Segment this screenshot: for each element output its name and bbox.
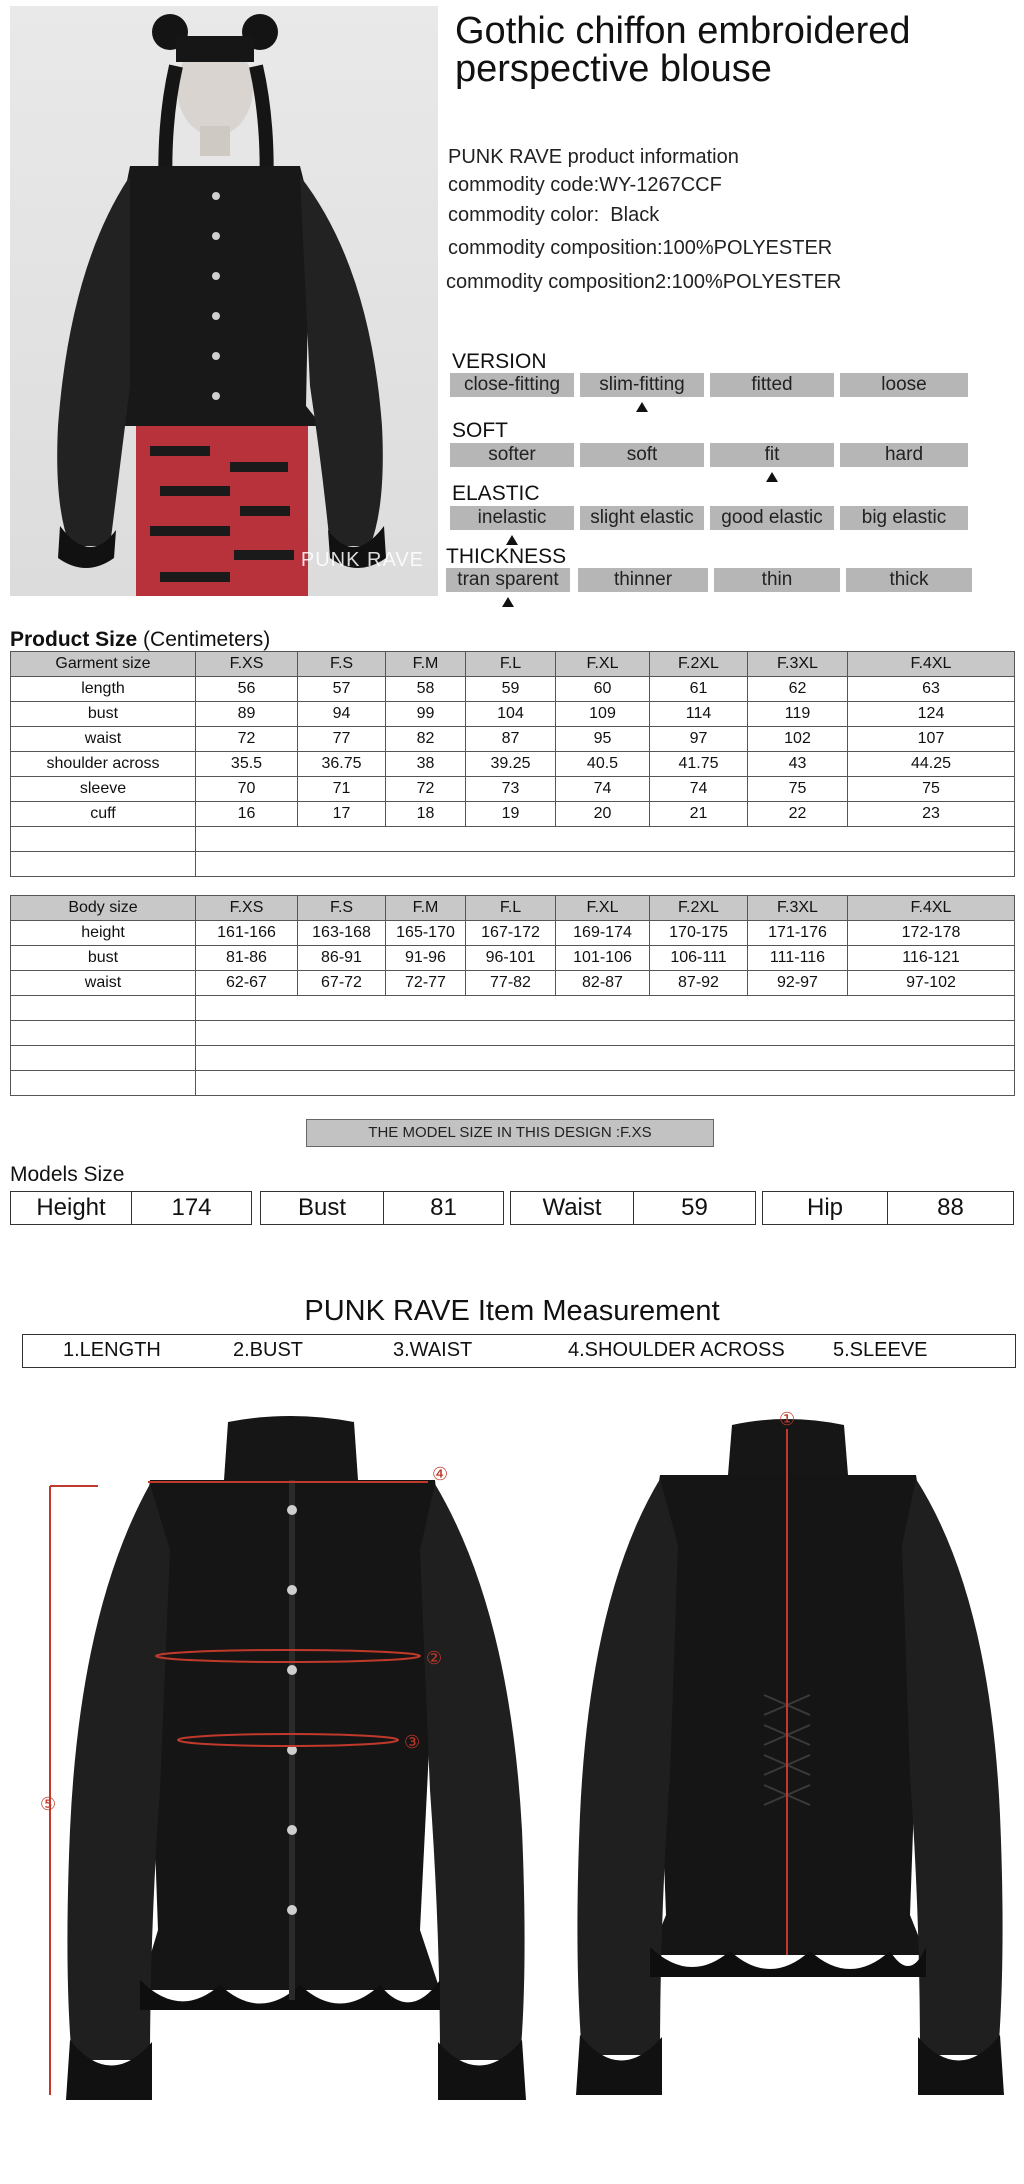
table-row-empty [11, 996, 1015, 1021]
body-size-cell: 86-91 [298, 946, 386, 971]
garment-size-cell: 70 [196, 777, 298, 802]
garment-size-header-cell: F.L [466, 652, 556, 677]
version-selected-marker [636, 402, 648, 412]
garment-front-illustration [40, 1410, 560, 2110]
garment-back-illustration [560, 1395, 1020, 2105]
commodity-composition [448, 237, 832, 260]
table-row-empty [11, 827, 1015, 852]
elastic-option: inelastic [450, 506, 574, 530]
model-bust [260, 1191, 504, 1225]
code-label: commodity code: [448, 174, 600, 196]
garment-size-cell: 44.25 [848, 752, 1015, 777]
garment-size-cell: 75 [848, 777, 1015, 802]
thickness-option: thin [714, 568, 840, 592]
body-size-cell: 161-166 [196, 921, 298, 946]
product-size-title: Product Size [10, 628, 138, 651]
body-size-cell: 169-174 [556, 921, 650, 946]
garment-size-cell: 89 [196, 702, 298, 727]
model-height [10, 1191, 252, 1225]
body-size-header-cell: F.S [298, 896, 386, 921]
model-size-banner: THE MODEL SIZE IN THIS DESIGN :F.XS [306, 1119, 714, 1147]
body-size-header-cell: F.2XL [650, 896, 748, 921]
garment-size-cell: 40.5 [556, 752, 650, 777]
composition-label: commodity composition: [448, 237, 663, 259]
body-size-cell: 87-92 [650, 971, 748, 996]
garment-size-cell: 43 [748, 752, 848, 777]
body-size-header-cell: F.M [386, 896, 466, 921]
garment-size-cell: 63 [848, 677, 1015, 702]
body-size-cell: 116-121 [848, 946, 1015, 971]
models-size-label: Models Size [10, 1163, 125, 1186]
table-row-empty [11, 1071, 1015, 1096]
table-row [11, 702, 1015, 727]
garment-size-cell: 74 [556, 777, 650, 802]
body-size-cell: 72-77 [386, 971, 466, 996]
elastic-option: slight elastic [580, 506, 704, 530]
garment-size-cell: 21 [650, 802, 748, 827]
version-option: slim-fitting [580, 373, 704, 397]
body-size-header-cell: F.4XL [848, 896, 1015, 921]
marker-3: ③ [404, 1732, 421, 1753]
garment-size-cell: 75 [748, 777, 848, 802]
bust-value: 81 [430, 1194, 457, 1221]
table-row [11, 921, 1015, 946]
garment-size-header-cell: F.3XL [748, 652, 848, 677]
soft-option: fit [710, 443, 834, 467]
garment-size-cell: 23 [848, 802, 1015, 827]
garment-size-cell: 71 [298, 777, 386, 802]
body-size-cell: 165-170 [386, 921, 466, 946]
version-label: VERSION [452, 350, 547, 373]
body-size-cell: 101-106 [556, 946, 650, 971]
soft-option: soft [580, 443, 704, 467]
garment-size-row-label: length [11, 677, 196, 702]
body-size-cell: 106-111 [650, 946, 748, 971]
watermark: PUNK RAVE [300, 549, 424, 571]
thickness-option: tran sparent [446, 568, 570, 592]
garment-size-cell: 38 [386, 752, 466, 777]
garment-size-cell: 109 [556, 702, 650, 727]
model-waist [510, 1191, 756, 1225]
body-size-cell: 91-96 [386, 946, 466, 971]
body-size-header-cell: F.L [466, 896, 556, 921]
body-size-cell: 97-102 [848, 971, 1015, 996]
garment-front [40, 1410, 560, 2110]
body-size-cell: 171-176 [748, 921, 848, 946]
garment-size-header-cell: Garment size [11, 652, 196, 677]
garment-size-cell: 124 [848, 702, 1015, 727]
garment-size-cell: 102 [748, 727, 848, 752]
garment-size-row-label: cuff [11, 802, 196, 827]
commodity-code [448, 174, 722, 197]
garment-size-cell: 22 [748, 802, 848, 827]
version-option: fitted [710, 373, 834, 397]
elastic-option: good elastic [710, 506, 834, 530]
garment-size-cell: 56 [196, 677, 298, 702]
garment-size-header-cell: F.XL [556, 652, 650, 677]
model-hip [762, 1191, 1014, 1225]
body-size-cell: 81-86 [196, 946, 298, 971]
body-size-cell: 96-101 [466, 946, 556, 971]
code-value: WY-1267CCF [599, 174, 722, 196]
garment-size-cell: 17 [298, 802, 386, 827]
soft-option: softer [450, 443, 574, 467]
garment-size-cell: 107 [848, 727, 1015, 752]
product-size-heading [10, 628, 270, 652]
body-size-row-label: waist [11, 971, 196, 996]
soft-option: hard [840, 443, 968, 467]
table-row [11, 752, 1015, 777]
garment-size-cell: 35.5 [196, 752, 298, 777]
garment-size-cell: 77 [298, 727, 386, 752]
garment-size-cell: 72 [196, 727, 298, 752]
legend-shoulder: 4.SHOULDER ACROSS [568, 1339, 785, 1361]
garment-size-cell: 119 [748, 702, 848, 727]
marker-2: ② [426, 1648, 443, 1669]
waist-label: Waist [542, 1194, 602, 1221]
garment-size-header-cell: F.XS [196, 652, 298, 677]
body-size-cell: 82-87 [556, 971, 650, 996]
garment-size-row-label: shoulder across [11, 752, 196, 777]
composition-value: 100%POLYESTER [662, 237, 833, 259]
garment-size-cell: 58 [386, 677, 466, 702]
garment-size-cell: 16 [196, 802, 298, 827]
body-size-cell: 172-178 [848, 921, 1015, 946]
model-photo [10, 6, 438, 596]
table-row [11, 777, 1015, 802]
body-size-cell: 67-72 [298, 971, 386, 996]
table-row-empty [11, 1021, 1015, 1046]
garment-size-cell: 87 [466, 727, 556, 752]
soft-label: SOFT [452, 419, 508, 442]
garment-size-cell: 95 [556, 727, 650, 752]
body-size-cell: 167-172 [466, 921, 556, 946]
garment-size-cell: 41.75 [650, 752, 748, 777]
version-option: loose [840, 373, 968, 397]
measurement-title: PUNK RAVE Item Measurement [304, 1295, 720, 1327]
body-size-row-label: height [11, 921, 196, 946]
legend-length: 1.LENGTH [63, 1339, 161, 1361]
legend-bust: 2.BUST [233, 1339, 304, 1361]
model-illustration [10, 6, 438, 596]
garment-size-cell: 72 [386, 777, 466, 802]
garment-size-cell: 99 [386, 702, 466, 727]
body-size-header-row [11, 896, 1015, 921]
composition2-value: 100%POLYESTER [671, 271, 842, 293]
commodity-composition2 [446, 271, 841, 294]
garment-size-row-label: sleeve [11, 777, 196, 802]
elastic-option: big elastic [840, 506, 968, 530]
garment-size-header-row [11, 652, 1015, 677]
table-row-empty [11, 852, 1015, 877]
garment-size-cell: 114 [650, 702, 748, 727]
garment-size-header-cell: F.S [298, 652, 386, 677]
body-size-cell: 170-175 [650, 921, 748, 946]
thickness-selected-marker [502, 597, 514, 607]
marker-1: ① [779, 1409, 796, 1430]
thickness-option: thick [846, 568, 972, 592]
garment-size-row-label: waist [11, 727, 196, 752]
marker-4: ④ [432, 1464, 449, 1485]
table-row [11, 971, 1015, 996]
garment-size-table [10, 651, 1015, 877]
garment-size-cell: 104 [466, 702, 556, 727]
body-size-cell: 77-82 [466, 971, 556, 996]
color-label: commodity color: [448, 204, 600, 226]
product-title: Gothic chiffon embroidered perspective blouse [455, 10, 911, 90]
info-heading: PUNK RAVE product information [448, 146, 739, 168]
garment-size-cell: 62 [748, 677, 848, 702]
thickness-option: thinner [578, 568, 708, 592]
body-size-row-label: bust [11, 946, 196, 971]
garment-size-cell: 57 [298, 677, 386, 702]
thickness-label: THICKNESS [446, 545, 567, 568]
waist-value: 59 [681, 1194, 708, 1221]
body-size-header-cell: F.XL [556, 896, 650, 921]
composition2-label: commodity composition2: [446, 271, 672, 293]
table-row [11, 802, 1015, 827]
height-label: Height [36, 1194, 106, 1221]
garment-size-cell: 18 [386, 802, 466, 827]
height-value: 174 [171, 1194, 212, 1221]
garment-size-cell: 94 [298, 702, 386, 727]
elastic-selected-marker [506, 535, 518, 545]
legend-waist: 3.WAIST [393, 1339, 473, 1361]
version-option: close-fitting [450, 373, 574, 397]
garment-size-cell: 36.75 [298, 752, 386, 777]
garment-size-row-label: bust [11, 702, 196, 727]
body-size-header-cell: F.XS [196, 896, 298, 921]
hip-label: Hip [806, 1194, 843, 1221]
body-size-cell: 92-97 [748, 971, 848, 996]
table-row [11, 677, 1015, 702]
body-size-header-cell: F.3XL [748, 896, 848, 921]
hip-value: 88 [937, 1194, 964, 1221]
garment-size-cell: 61 [650, 677, 748, 702]
body-size-header-cell: Body size [11, 896, 196, 921]
body-size-cell: 111-116 [748, 946, 848, 971]
body-size-cell: 163-168 [298, 921, 386, 946]
garment-size-header-cell: F.4XL [848, 652, 1015, 677]
garment-size-cell: 82 [386, 727, 466, 752]
garment-size-cell: 20 [556, 802, 650, 827]
bust-label: Bust [297, 1194, 347, 1221]
garment-size-cell: 39.25 [466, 752, 556, 777]
garment-size-cell: 59 [466, 677, 556, 702]
garment-size-cell: 60 [556, 677, 650, 702]
body-size-cell: 62-67 [196, 971, 298, 996]
elastic-label: ELASTIC [452, 482, 540, 505]
body-size-table [10, 895, 1015, 1096]
table-row [11, 946, 1015, 971]
soft-selected-marker [766, 472, 778, 482]
garment-size-cell: 97 [650, 727, 748, 752]
garment-size-cell: 19 [466, 802, 556, 827]
table-row [11, 727, 1015, 752]
garment-size-header-cell: F.2XL [650, 652, 748, 677]
color-value: Black [610, 204, 660, 226]
garment-size-cell: 73 [466, 777, 556, 802]
garment-back [560, 1395, 1020, 2105]
commodity-color [448, 204, 659, 227]
garment-size-cell: 74 [650, 777, 748, 802]
marker-5: ⑤ [40, 1794, 57, 1815]
measurement-legend [22, 1334, 1016, 1368]
garment-size-header-cell: F.M [386, 652, 466, 677]
table-row-empty [11, 1046, 1015, 1071]
legend-sleeve: 5.SLEEVE [833, 1339, 928, 1361]
product-size-unit: (Centimeters) [143, 628, 271, 651]
